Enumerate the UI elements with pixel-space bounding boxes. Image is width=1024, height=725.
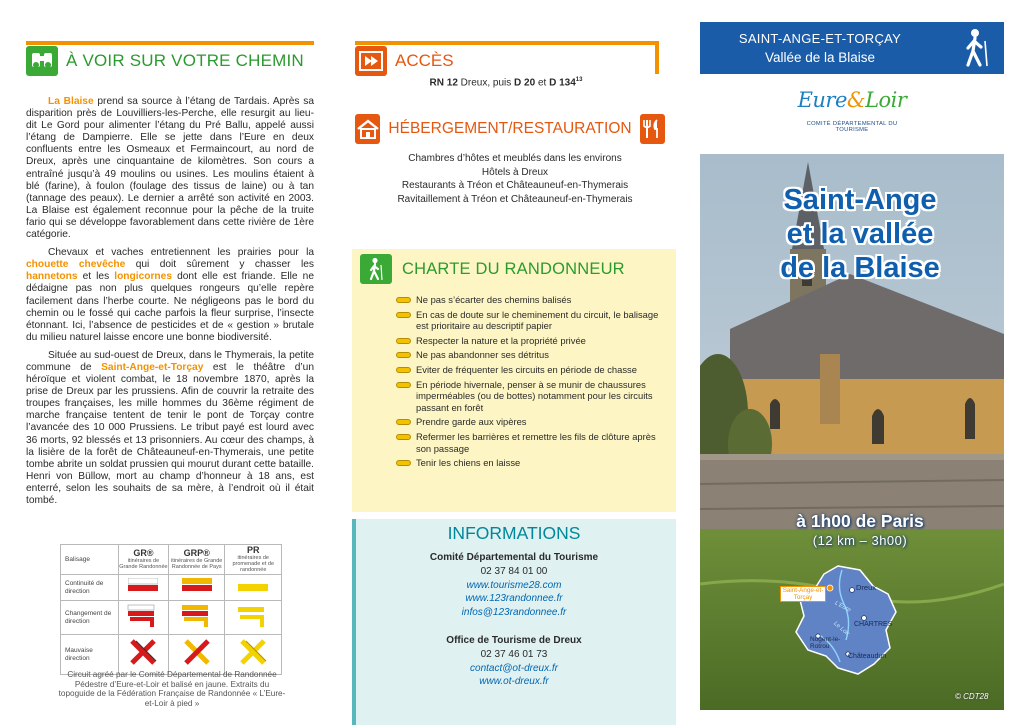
pr-wrong-mark — [225, 635, 282, 675]
info-website-link[interactable]: www.tourisme28.com — [466, 579, 562, 591]
info-email-link[interactable]: contact@ot-dreux.fr — [470, 662, 558, 674]
highlight-term: La Blaise — [48, 96, 94, 107]
house-icon — [355, 114, 380, 144]
balisage-row-label: Continuité de direction — [61, 575, 119, 601]
cover-title: Saint-Ange et la vallée de la Blaise — [780, 184, 940, 284]
hebergement-line: Chambres d’hôtes et meublés dans les environs — [408, 153, 622, 164]
cover-valley: Vallée de la Blaise — [764, 50, 876, 65]
pencil-bullet-icon — [396, 382, 411, 388]
arrow-sign-icon — [355, 46, 387, 76]
info-org: Office de Tourisme de Dreux — [446, 634, 582, 646]
pr-change-mark — [225, 601, 282, 635]
voir-paragraph: Située au sud-ouest de Dreux, dans le Thymerais, la petite commune de Saint-Ange-et-Torçay est le théâtre d’un héroïque et violent combat, le 18 novembre 1870, après la prise de Dreux par les prussiens. Afin de couvrir la retraite des troupes françaises, les mille hommes du 36ème régiment de marche française tentent de tenir le pont de Torçay contre l’avancée des 10 000 Prussiens. Le tribut payé est lourd avec 36 morts, 92 blessés et 13 prisonniers. Au cœur des champs, à la lisière de la forêt de Châteauneuf-en-Thymerais, une petite tombe abrite un soldat prussien qui mourut durant cette bataille. Henri von Büllow, mort au champ d’honneur à 18 ans, est enterré, selon les souhaits de sa mère, à l’endroit où il était tombé. — [26, 349, 314, 506]
balisage-col-grp: GRP® itinéraires de Grande Randonnée de Pays — [168, 545, 225, 575]
section-rule-vertical — [655, 41, 659, 74]
acces-title: ACCÈS — [395, 51, 454, 70]
cover-town: SAINT-ANGE-ET-TORÇAY — [738, 31, 902, 46]
info-email-link[interactable]: infos@123randonnee.fr — [461, 607, 567, 619]
grp-wrong-mark — [168, 635, 225, 675]
pencil-bullet-icon — [396, 419, 411, 425]
pencil-bullet-icon — [396, 460, 411, 466]
pencil-bullet-icon — [396, 312, 411, 318]
charte-item: En cas de doute sur le cheminement du circuit, le balisage est prioritaire au descriptif papier — [396, 309, 666, 332]
grp-change-mark — [168, 601, 225, 635]
balisage-row-label: Changement de direction — [61, 601, 119, 635]
info-website-link[interactable]: www.ot-dreux.fr — [479, 676, 549, 688]
eure-et-loir-logo: Eure&Loir COMITÉ DÉPARTEMENTAL DU TOURISME — [792, 88, 912, 138]
pr-continuity-mark — [225, 575, 282, 601]
info-phone: 02 37 46 01 73 — [480, 648, 548, 660]
hebergement-line: Hôtels à Dreux — [481, 166, 549, 178]
logo-subtitle: COMITÉ DÉPARTEMENTAL DU TOURISME — [806, 121, 898, 133]
balisage-col-gr: GR® itinéraires de Grande Randonnée — [119, 545, 169, 575]
hebergement-line: Ravitaillement à Tréon et Châteauneuf-en-Thymerais — [397, 193, 633, 205]
map-label-start: Saint-Ange-et-Torçay — [780, 586, 826, 602]
info-phone: 02 37 84 01 00 — [480, 565, 548, 577]
info-org: Comité Départemental du Tourisme — [429, 552, 599, 563]
map-label-chateaudun: Châteaudun — [848, 653, 887, 660]
map-label-chartres: CHARTRES — [854, 621, 893, 628]
balisage-note: Circuit agréé par le Comité Départemental de Randonnée Pédestre d’Eure-et-Loir et balisé en jaune. Extraits du topoguide de la Fédération Française de Randonnée « L’Eure-et-Loir à pied » — [58, 670, 286, 708]
map-label-nogent: Nogent-le-Rotrou — [810, 636, 841, 650]
charte-section-header — [360, 254, 625, 284]
charte-item: Eviter de fréquenter les circuits en période de chasse — [396, 364, 666, 376]
map-label-dreux: Dreux — [856, 583, 877, 592]
highlight-term: Saint-Ange-et-Torçay — [101, 361, 204, 373]
balisage-row-label: Mauvaise direction — [61, 635, 119, 675]
voir-section-title: À VOIR SUR VOTRE CHEMIN — [66, 51, 304, 70]
charte-item: Prendre garde aux vipères — [396, 416, 666, 428]
grp-continuity-mark — [168, 575, 225, 601]
acces-section-header — [355, 45, 454, 77]
voir-section-header — [26, 45, 304, 77]
pencil-bullet-icon — [396, 367, 411, 373]
gr-continuity-mark — [119, 575, 169, 601]
hebergement-list — [355, 152, 675, 206]
balisage-col-pr: PR itinéraires de promenade et de randonnée — [225, 545, 282, 575]
pencil-bullet-icon — [396, 338, 411, 344]
informations-list — [352, 551, 676, 689]
charte-item: Tenir les chiens en laisse — [396, 457, 666, 469]
hiker-icon — [958, 27, 994, 69]
hebergement-title: HÉBERGEMENT/RESTAURATION — [388, 120, 632, 137]
gr-wrong-mark — [119, 635, 169, 675]
hiker-icon — [360, 254, 392, 284]
cover-travel-time: à 1h00 de Paris — [796, 511, 924, 531]
info-website-link[interactable]: www.123randonnee.fr — [465, 593, 563, 605]
map-label-eure: L'Eure — [833, 600, 852, 614]
pencil-bullet-icon — [396, 434, 411, 440]
charte-item: En période hivernale, penser à se munir de chaussures imperméables (ou de bottes) notamment pour les circuits passant en forêt — [396, 379, 666, 414]
balisage-corner-label: Balisage — [61, 545, 119, 575]
charte-title: CHARTE DU RANDONNEUR — [402, 259, 625, 278]
hebergement-section-header — [355, 114, 665, 144]
voir-paragraph: La Blaise prend sa source à l’étang de Tardais. Après sa disparition près de Louvilliers-les-Perche, elle resurgit au lieu-dit Le Gord pour alimenter l’étang du Pré Ballu, appelé aussi l’étang de Dampierre. Elle se jette dans l’Eure en deux confluents entre les Osmeaux et Fermaincourt, au nord de Dreux, après une cinquantaine de kilomètres. Son cours a entraîné jusqu’à 49 moulins ou usines. Les moulins étaient à blé (farine), à foulon (foulage des tissus de laine) ou à tan (tannage des peaux). Le dernier a arrêté son activité en 2003. La Blaise est également reconnue pour la pêche de la truite fario qui se développe favorablement dans cette rivière de 1ère catégorie. — [26, 96, 314, 241]
hebergement-line: Restaurants à Tréon et Châteauneuf-en-Thymerais — [401, 180, 629, 191]
cutlery-icon — [640, 114, 665, 144]
department-map — [778, 560, 908, 680]
pencil-bullet-icon — [396, 297, 411, 303]
voir-body-text — [26, 96, 314, 513]
gr-change-mark — [119, 601, 169, 635]
cover-distance: (12 km – 3h00) — [812, 533, 908, 548]
charte-list — [396, 294, 666, 472]
charte-item: Ne pas abandonner ses détritus — [396, 349, 666, 361]
binoculars-icon — [26, 46, 58, 76]
copyright: © CDT28 — [955, 692, 989, 701]
informations-title: INFORMATIONS — [447, 523, 581, 543]
acces-route: RN 12 Dreux, puis D 20 et D $134^{13}$ — [429, 77, 583, 89]
balisage-table — [60, 544, 282, 675]
charte-item: Ne pas s’écarter des chemins balisés — [396, 294, 666, 306]
voir-paragraph: Chevaux et vaches entretiennent les prairies pour la chouette chevêche qui doit sûrement y chasser les hannetons et les longicornes dont elle est friande. Elle ne dédaigne pas non plus quelques rongeurs qu’elle repère facilement dans l’herbe courte. Ne négligeons pas le bord du chemin ou le fossé qui cache parfois la fleur surprise, l’insecte étonnant. Ici, l’absence de pesticides et de « gestion » brutale du milieu naturel laisse encore une bonne biodiversité. — [26, 247, 314, 343]
pencil-bullet-icon — [396, 352, 411, 358]
map-label-loir: Le Loir — [832, 620, 851, 638]
highlight-term: chouette chevêche — [26, 259, 126, 271]
highlight-term: hannetons — [26, 271, 78, 283]
highlight-term: longicornes — [114, 271, 172, 283]
charte-item: Respecter la nature et la propriété privée — [396, 335, 666, 347]
charte-item: Refermer les barrières et remettre les fils de clôture après son passage — [396, 431, 666, 454]
